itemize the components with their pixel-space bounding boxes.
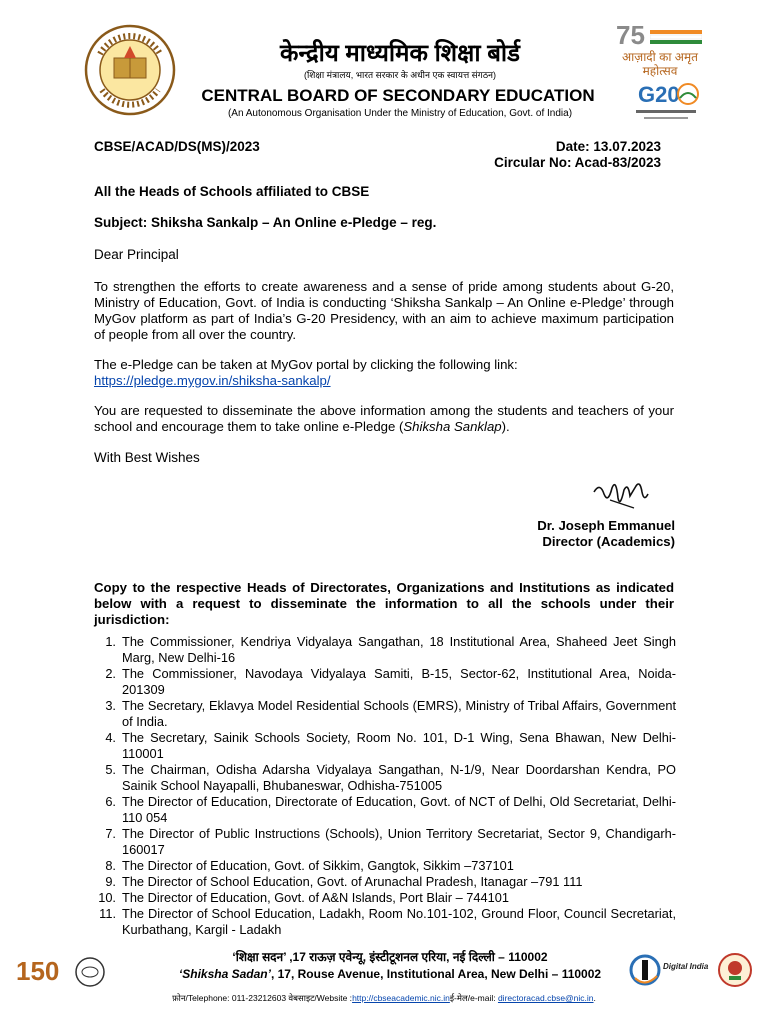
digital-india-text: Digital India	[663, 962, 709, 971]
hindi-board-subtitle: (शिक्षा मंत्रालय, भारत सरकार के अधीन एक स्वायत्त संगठन)	[303, 70, 497, 80]
footer-building-name: ‘Shiksha Sadan’	[178, 967, 271, 981]
para3-italic: Shiksha Sanklap	[403, 419, 502, 434]
addressee: All the Heads of Schools affiliated to CBSE	[94, 184, 370, 199]
list-item: 9. The Director of School Education, Govt. of Arunachal Pradesh, Itanagar –791 111	[105, 874, 583, 889]
footer-hindi-address: ‘शिक्षा सदन’ ,17 राऊज़ एवेन्यू, इंस्टीटूशनल एरिया, नई दिल्ली – 110002	[232, 950, 548, 964]
footer-contact	[60, 993, 708, 1004]
contact-end: .	[593, 993, 596, 1003]
list-item: 5. The Chairman, Odisha Adarsha Vidyalaya Sangathan, N-1/9, Near Doordarshan Kendra, PO Sainik School Nayapalli, Bhubaneswar, Odhisha-751005	[105, 762, 676, 793]
copy-to-intro: Copy to the respective Heads of Directorates, Organizations and Institutions as indicated below with a request to disseminate the information to all the schools under their jurisdiction:	[94, 580, 674, 627]
list-item: 3. The Secretary, Eklavya Model Residential Schools (EMRS), Ministry of Tribal Affairs, Government of India.	[105, 698, 676, 729]
contact-mid: ई-मेल/e-mail:	[449, 993, 498, 1003]
para3-end: ).	[501, 419, 510, 434]
circular-number: Circular No: Acad-83/2023	[494, 155, 661, 170]
azadi-text: आज़ादी का अमृत महोत्सव	[622, 50, 698, 78]
salutation: Dear Principal	[94, 247, 179, 262]
g20-logo	[630, 80, 702, 126]
list-item: 6. The Director of Education, Directorate of Education, Govt. of NCT of Delhi, Old Secretariat, Delhi-110 054	[105, 794, 676, 825]
signature-image	[590, 478, 650, 514]
hindi-board-title: केन्द्रीय माध्यमिक शिक्षा बोर्ड	[280, 40, 520, 67]
svg-text:150: 150	[16, 956, 60, 986]
signer-name: Dr. Joseph Emmanuel	[537, 518, 675, 533]
list-item: 7. The Director of Public Instructions (Schools), Union Territory Secretariat, Sector 9, Chandigarh-160017	[105, 826, 676, 857]
para3-start: You are requested to disseminate the above information among the students and teachers of your school and encourage them to take online e-Pledge (	[94, 403, 674, 434]
digital-india-icon	[625, 948, 665, 992]
azadi-ka-amrit-mahotsav-logo	[610, 22, 710, 82]
board-title: CENTRAL BOARD OF SECONDARY EDUCATION	[201, 86, 595, 105]
footer-left-logos	[14, 950, 114, 994]
contact-prefix: फ़ोन/Telephone: 011-23212603 वेबसाइट/Website :	[172, 993, 353, 1003]
footer-address-rest: , 17, Rouse Avenue, Institutional Area, New Delhi – 110002	[270, 967, 602, 981]
azadi-number: 75	[616, 20, 645, 50]
body-paragraph-3	[94, 403, 674, 435]
list-item: 8. The Director of Education, Govt. of Sikkim, Gangtok, Sikkim –737101	[105, 858, 514, 873]
signer-title: Director (Academics)	[542, 534, 675, 549]
body-paragraph-2	[94, 357, 674, 389]
list-item: 2. The Commissioner, Navodaya Vidyalaya Samiti, B-15, Sector-62, Institutional Area, Noida-201309	[105, 666, 676, 697]
swachh-bharat-icon	[717, 952, 753, 988]
board-subtitle: (An Autonomous Organisation Under the Ministry of Education, Govt. of India)	[227, 108, 573, 119]
flag-stripes-icon	[650, 30, 702, 44]
date-block	[494, 139, 661, 171]
list-item: 11. The Director of School Education, Ladakh, Room No.101-102, Ground Floor, Council Secretariat, Kurbathang, Kargil - Ladakh	[99, 906, 676, 937]
footer-english-address	[140, 967, 640, 981]
website-link[interactable]: http://cbseacademic.nic.in	[352, 993, 450, 1003]
closing: With Best Wishes	[94, 450, 200, 465]
email-link[interactable]: directoracad.cbse@nic.in	[497, 993, 594, 1003]
letter-date: Date: 13.07.2023	[555, 139, 661, 154]
pledge-instruction: The e-Pledge can be taken at MyGov portal by clicking the following link:	[94, 357, 518, 372]
anniversary-emblem-icon	[14, 950, 114, 994]
list-item: 1. The Commissioner, Kendriya Vidyalaya Sangathan, 18 Institutional Area, Shaheed Jeet Singh Marg, New Delhi-16	[105, 634, 676, 665]
body-paragraph-1: To strengthen the efforts to create awareness and a sense of pride among students about G-20, Ministry of Education, Govt. of India is conducting ‘Shiksha Sankalp – An Online e-Pledge’ through MyGov platform as part of India’s G-20 Presidency, with an aim to achieve maximum participation of people from all over the country.	[94, 279, 674, 342]
recipient-list	[94, 634, 676, 938]
g20-text: G20	[638, 82, 680, 107]
list-item: 4. The Secretary, Sainik Schools Society, Room No. 101, D-1 Wing, Sena Bhawan, New Delhi-110001	[105, 730, 676, 761]
footer-right-logos	[625, 948, 755, 992]
list-item: 10. The Director of Education, Govt. of A&N Islands, Port Blair – 744101	[98, 890, 509, 905]
cbse-emblem-logo	[84, 24, 176, 116]
g20-tagline-line	[644, 117, 688, 119]
g20-tagline-line	[636, 110, 696, 113]
subject-line: Subject: Shiksha Sankalp – An Online e-Pledge – reg.	[94, 215, 437, 230]
reference-number: CBSE/ACAD/DS(MS)/2023	[94, 139, 260, 154]
lotus-globe-icon	[676, 82, 700, 106]
pledge-link[interactable]: https://pledge.mygov.in/shiksha-sankalp/	[94, 373, 331, 388]
signer-block	[537, 518, 675, 550]
